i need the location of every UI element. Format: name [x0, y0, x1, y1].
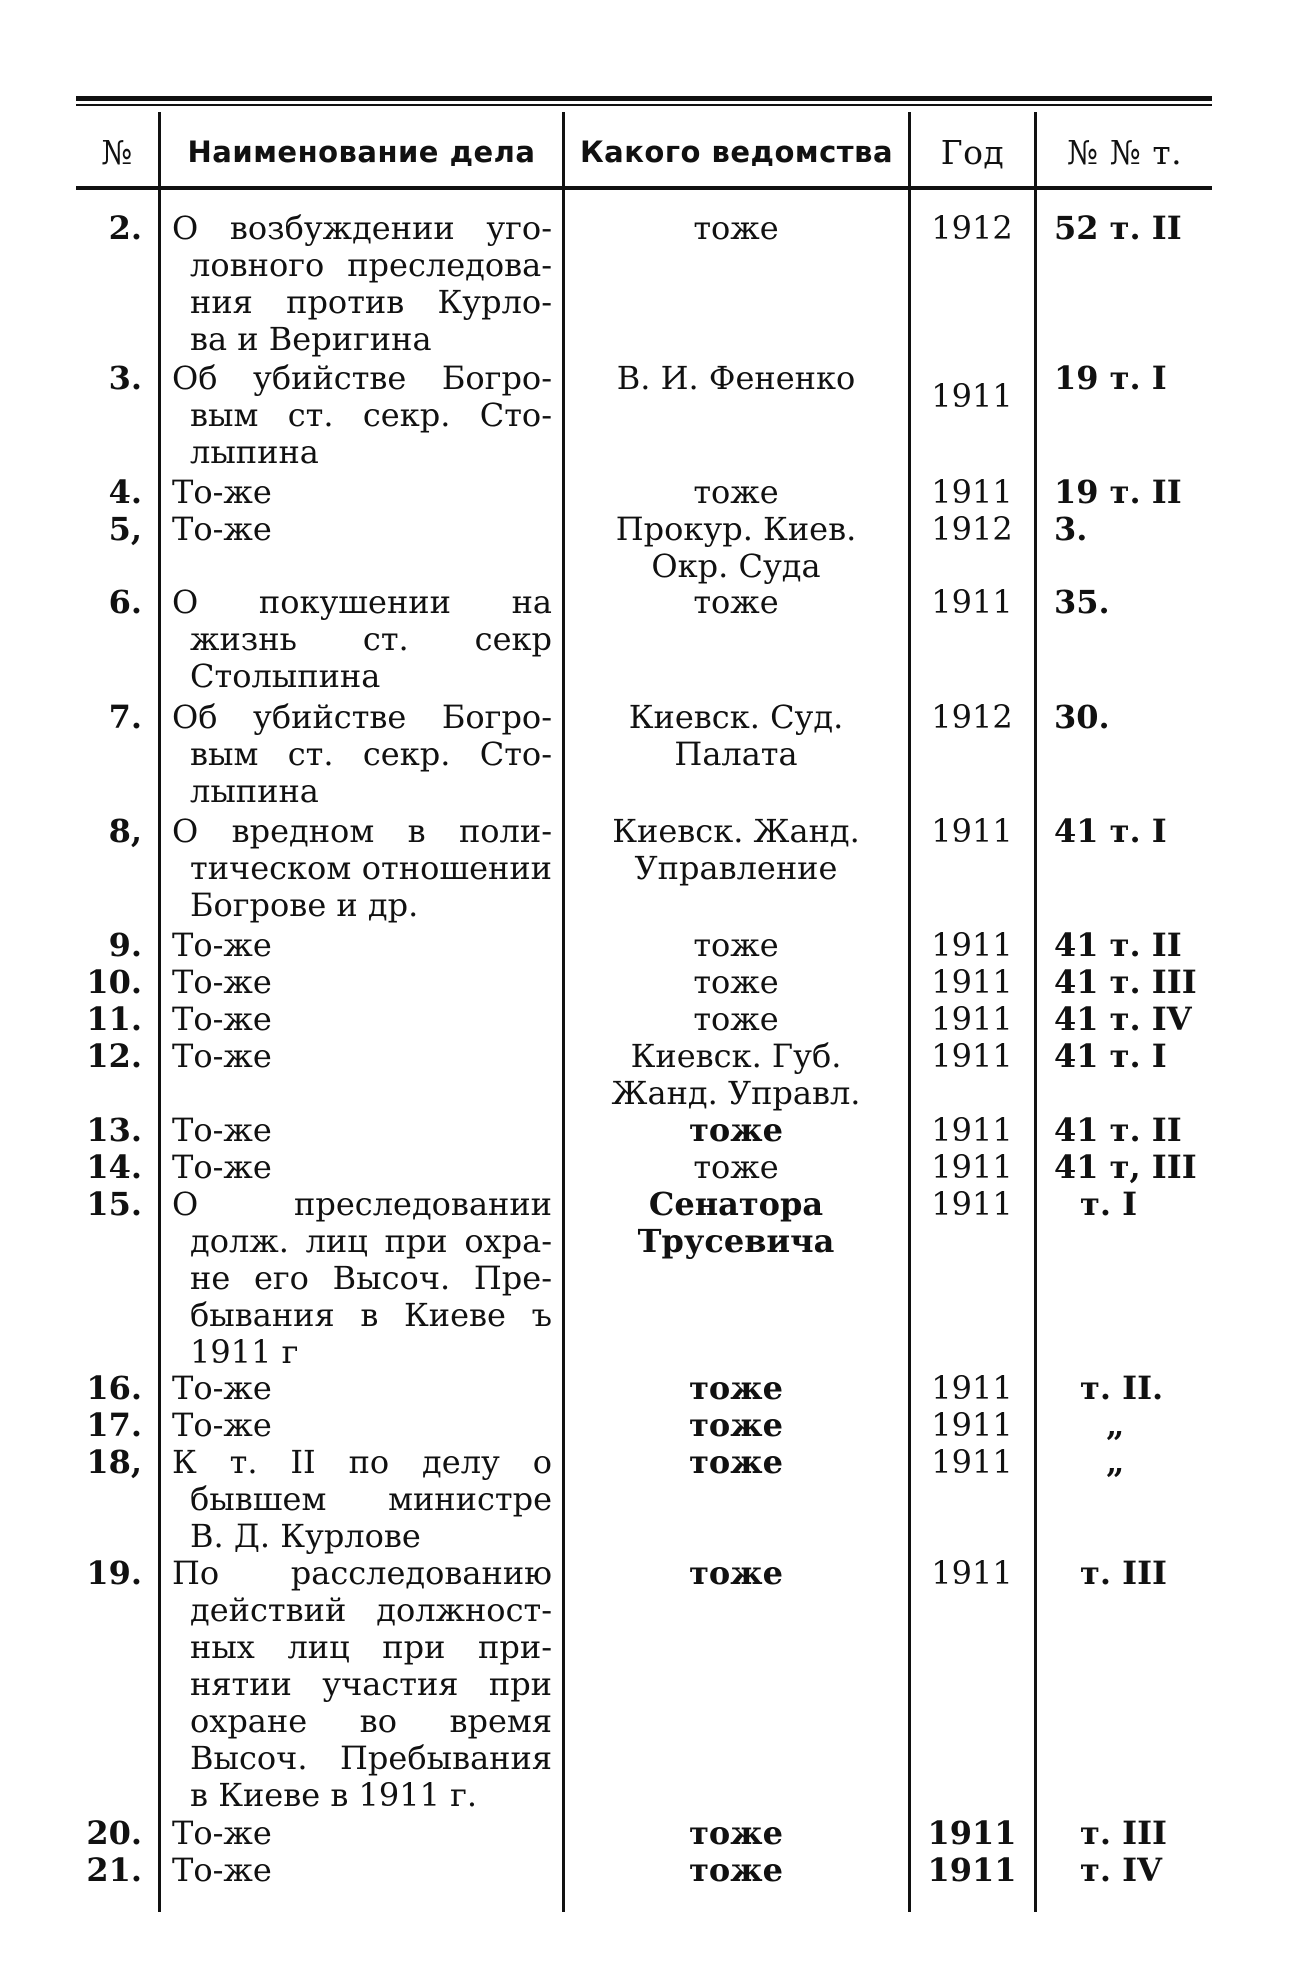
case-name-line: О покушении на: [172, 583, 552, 621]
case-name-line: То-же: [172, 1000, 272, 1038]
case-name-line: Об убийстве Богро-: [172, 698, 552, 736]
department-line: тоже: [693, 963, 779, 1001]
department-line: тоже: [689, 1851, 783, 1889]
row-volume: т. III: [1080, 1814, 1168, 1852]
row-year: 1911: [931, 1111, 1013, 1149]
row-case-name: [172, 584, 552, 695]
case-name-line: По расследованию: [172, 1554, 552, 1592]
row-volume: 41 т, III: [1054, 1148, 1197, 1186]
case-name-line: ных лиц при при-: [190, 1628, 552, 1666]
case-name-line: То-же: [172, 1406, 272, 1444]
department-line: тоже: [689, 1814, 783, 1852]
case-name-line: То-же: [172, 1111, 272, 1149]
row-year: 1912: [931, 698, 1013, 736]
header-vol: № № т.: [1066, 132, 1183, 172]
row-department: [568, 584, 904, 621]
row-department: [568, 1001, 904, 1038]
row-case-name: [172, 1186, 552, 1371]
department-line: тоже: [693, 1148, 779, 1186]
department-line: Жанд. Управл.: [611, 1074, 861, 1112]
row-case-name: [172, 1407, 552, 1444]
row-volume: т. I: [1080, 1185, 1138, 1223]
row-volume: 41 т. III: [1054, 963, 1197, 1001]
row-department: [568, 511, 904, 585]
row-case-name: [172, 1852, 552, 1889]
row-case-name: [172, 210, 552, 358]
row-department: [568, 1038, 904, 1112]
case-name-line: То-же: [172, 510, 272, 548]
row-year: 1911: [931, 963, 1013, 1001]
row-year: 1911: [931, 377, 1013, 415]
row-number: 16.: [86, 1369, 142, 1407]
row-volume: т. III: [1080, 1554, 1168, 1592]
row-year: 1911: [931, 1000, 1013, 1038]
row-year: 1911: [931, 1148, 1013, 1186]
row-department: [568, 1149, 904, 1186]
row-department: [568, 1555, 904, 1592]
row-volume: 52 т. II: [1054, 209, 1182, 247]
case-name-line: Об убийстве Богро-: [172, 359, 552, 397]
row-volume: „: [1106, 1443, 1125, 1481]
department-line: В. И. Фененко: [616, 359, 856, 397]
row-case-name: [172, 474, 552, 511]
case-name-line: 1911 г: [190, 1333, 299, 1371]
header-num: №: [101, 132, 133, 172]
row-number: 11.: [86, 1000, 142, 1038]
row-year: 1911: [931, 583, 1013, 621]
case-name-line: бывшем министре: [190, 1480, 552, 1518]
department-line: тоже: [693, 926, 779, 964]
col-divider-3: [908, 112, 911, 1912]
row-department: [568, 210, 904, 247]
row-number: 13.: [86, 1111, 142, 1149]
case-name-line: Богрове и др.: [190, 886, 419, 924]
row-case-name: [172, 1370, 552, 1407]
row-case-name: [172, 511, 552, 548]
row-volume: 35.: [1054, 583, 1110, 621]
case-name-line: вым ст. секр. Сто-: [190, 396, 552, 434]
case-name-line: К т. II по делу о: [172, 1443, 552, 1481]
row-case-name: [172, 699, 552, 810]
row-number: 3.: [108, 359, 142, 397]
row-number: 2.: [108, 209, 142, 247]
row-year: 1912: [931, 510, 1013, 548]
row-number: 7.: [108, 698, 142, 736]
case-name-line: То-же: [172, 1369, 272, 1407]
row-year: 1911: [931, 473, 1013, 511]
row-year: 1911: [931, 926, 1013, 964]
department-line: тоже: [693, 583, 779, 621]
department-line: тоже: [689, 1111, 783, 1149]
row-department: [568, 1852, 904, 1889]
row-number: 15.: [86, 1185, 142, 1223]
row-department: [568, 813, 904, 887]
row-case-name: [172, 1149, 552, 1186]
row-volume: 41 т. I: [1054, 1037, 1167, 1075]
top-rule: [76, 96, 1212, 101]
case-name-line: тическом отношении: [190, 849, 552, 887]
department-line: Окр. Суда: [651, 547, 821, 585]
row-number: 14.: [86, 1148, 142, 1186]
row-year: 1912: [931, 209, 1013, 247]
case-name-line: Столыпина: [190, 657, 381, 695]
row-number: 18,: [86, 1443, 142, 1481]
case-name-line: То-же: [172, 1814, 272, 1852]
row-case-name: [172, 360, 552, 471]
case-name-line: О возбуждении уго-: [172, 209, 552, 247]
row-number: 12.: [86, 1037, 142, 1075]
header-dept: Какого ведомства: [579, 135, 894, 169]
case-name-line: вым ст. секр. Сто-: [190, 735, 552, 773]
row-year: 1911: [927, 1814, 1017, 1852]
top-rule-thin: [76, 104, 1212, 106]
row-department: [568, 360, 904, 397]
case-name-line: В. Д. Курлове: [190, 1517, 421, 1555]
case-name-line: не его Высоч. Пре-: [190, 1259, 552, 1297]
row-volume: т. II.: [1080, 1369, 1164, 1407]
row-year: 1911: [931, 812, 1013, 850]
col-divider-4: [1034, 112, 1037, 1912]
row-year: 1911: [927, 1851, 1017, 1889]
header-year: Год: [940, 132, 1005, 172]
col-divider-2: [562, 112, 565, 1912]
case-name-line: действий должност-: [190, 1591, 552, 1629]
case-name-line: То-же: [172, 1037, 272, 1075]
case-name-line: ловного преследова-: [190, 246, 552, 284]
row-volume: 41 т. I: [1054, 812, 1167, 850]
row-year: 1911: [931, 1369, 1013, 1407]
row-department: [568, 699, 904, 773]
row-department: [568, 474, 904, 511]
row-case-name: [172, 927, 552, 964]
header-name: Наименование дела: [187, 135, 536, 169]
case-name-line: лыпина: [190, 772, 319, 810]
department-line: Трусевича: [637, 1222, 835, 1260]
row-year: 1911: [931, 1443, 1013, 1481]
case-name-line: То-же: [172, 1148, 272, 1186]
row-case-name: [172, 1815, 552, 1852]
case-name-line: То-же: [172, 1851, 272, 1889]
row-volume: 19 т. I: [1054, 359, 1167, 397]
case-name-line: ния против Курло-: [190, 283, 552, 321]
row-case-name: [172, 813, 552, 924]
case-name-line: О вредном в поли-: [172, 812, 552, 850]
case-name-line: То-же: [172, 963, 272, 1001]
row-volume: т. IV: [1080, 1851, 1162, 1889]
department-line: тоже: [689, 1406, 783, 1444]
row-department: [568, 1370, 904, 1407]
row-number: 5,: [108, 510, 142, 548]
department-line: тоже: [689, 1369, 783, 1407]
department-line: тоже: [689, 1443, 783, 1481]
row-volume: 41 т. IV: [1054, 1000, 1192, 1038]
row-number: 19.: [86, 1554, 142, 1592]
row-department: [568, 1815, 904, 1852]
row-volume: 41 т. II: [1054, 1111, 1182, 1149]
row-case-name: [172, 1444, 552, 1555]
case-name-line: в Киеве в 1911 г.: [190, 1776, 478, 1814]
row-number: 17.: [86, 1406, 142, 1444]
col-divider-1: [158, 112, 161, 1912]
row-number: 6.: [108, 583, 142, 621]
row-year: 1911: [931, 1554, 1013, 1592]
row-volume: „: [1106, 1406, 1125, 1444]
case-name-line: ва и Веригина: [190, 320, 432, 358]
department-line: Палата: [674, 735, 798, 773]
row-department: [568, 1186, 904, 1260]
row-case-name: [172, 964, 552, 1001]
case-name-line: То-же: [172, 926, 272, 964]
department-line: тоже: [693, 1000, 779, 1038]
row-volume: 3.: [1054, 510, 1088, 548]
department-line: Киевск. Суд.: [628, 698, 844, 736]
row-number: 8,: [108, 812, 142, 850]
row-number: 4.: [108, 473, 142, 511]
case-name-line: О преследовании: [172, 1185, 552, 1223]
row-case-name: [172, 1038, 552, 1075]
row-number: 20.: [86, 1814, 142, 1852]
case-name-line: жизнь ст. секр: [190, 620, 552, 658]
department-line: тоже: [693, 473, 779, 511]
row-department: [568, 927, 904, 964]
case-name-line: охране во время: [190, 1702, 552, 1740]
row-case-name: [172, 1001, 552, 1038]
row-department: [568, 1444, 904, 1481]
row-volume: 30.: [1054, 698, 1110, 736]
department-line: Киевск. Жанд.: [612, 812, 860, 850]
row-year: 1911: [931, 1185, 1013, 1223]
row-volume: 19 т. II: [1054, 473, 1182, 511]
row-volume: 41 т. II: [1054, 926, 1182, 964]
row-department: [568, 1112, 904, 1149]
case-name-line: нятии участия при: [190, 1665, 552, 1703]
case-name-line: бывания в Киеве ъ: [190, 1296, 552, 1334]
row-number: 9.: [108, 926, 142, 964]
row-case-name: [172, 1112, 552, 1149]
case-name-line: лыпина: [190, 433, 319, 471]
case-name-line: Высоч. Пребывания: [190, 1739, 552, 1777]
row-department: [568, 1407, 904, 1444]
row-year: 1911: [931, 1037, 1013, 1075]
row-case-name: [172, 1555, 552, 1814]
case-name-line: долж. лиц при охра-: [190, 1222, 552, 1260]
department-line: Сенатора: [648, 1185, 824, 1223]
department-line: Киевск. Губ.: [630, 1037, 842, 1075]
department-line: Управление: [634, 849, 838, 887]
department-line: тоже: [689, 1554, 783, 1592]
row-number: 21.: [86, 1851, 142, 1889]
row-year: 1911: [931, 1406, 1013, 1444]
department-line: тоже: [693, 209, 779, 247]
row-department: [568, 964, 904, 1001]
department-line: Прокур. Киев.: [615, 510, 857, 548]
case-name-line: То-же: [172, 473, 272, 511]
row-number: 10.: [86, 963, 142, 1001]
